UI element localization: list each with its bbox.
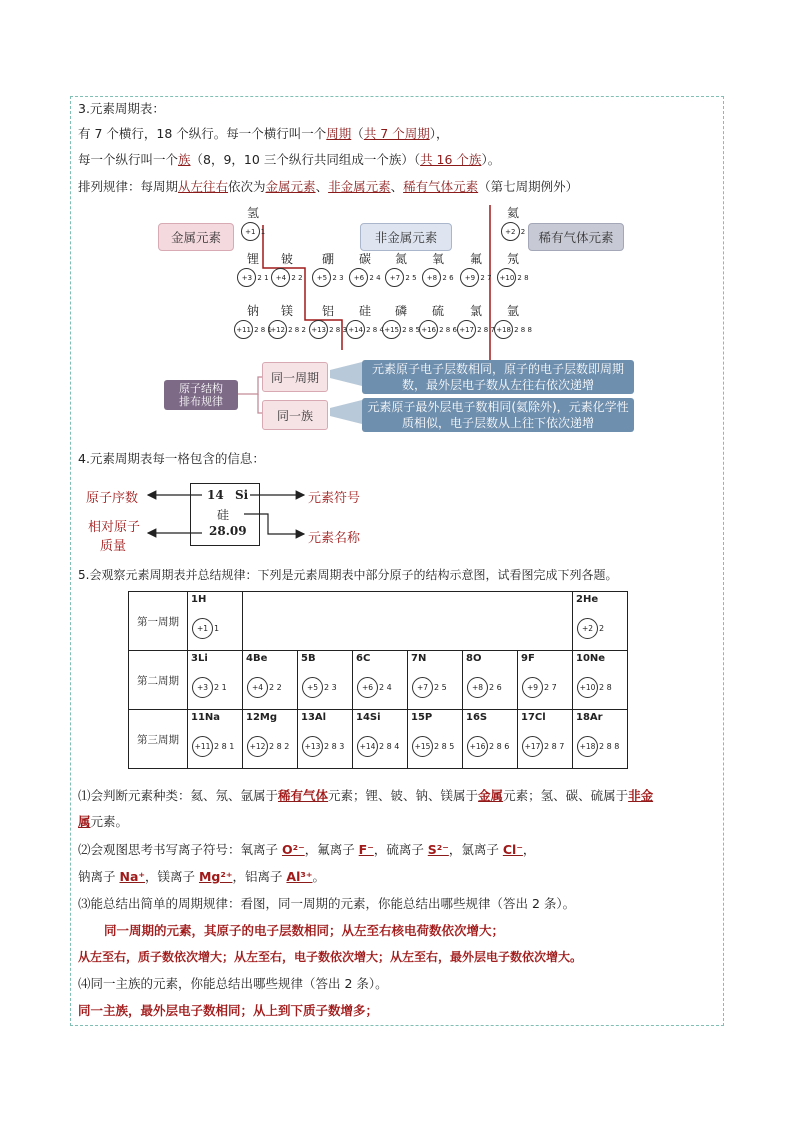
electron-shells: 2 5 xyxy=(405,273,417,282)
nucleus: +13 xyxy=(302,736,323,757)
electron-shells: 2 8 6 xyxy=(439,325,457,334)
table-element-cell xyxy=(518,710,572,768)
same-group-description: 元素原子最外层电子数相同(氦除外)，元素化学性质相似，电子层数从上往下依次递增 xyxy=(362,398,634,432)
nucleus: +6 xyxy=(349,268,368,287)
atom-structure xyxy=(302,677,337,698)
same-period-description: 元素原子电子层数相同，原子的电子层数即周期数，最外层电子数从左往右依次递增 xyxy=(362,360,634,394)
nucleus: +4 xyxy=(271,268,290,287)
same-period-box: 同一周期 xyxy=(262,362,328,392)
nucleus: +1 xyxy=(192,618,213,639)
nucleus: +12 xyxy=(247,736,268,757)
atom-structure xyxy=(412,736,454,757)
element-symbol: 10Ne xyxy=(576,653,606,664)
element-name: 氯 xyxy=(469,304,482,318)
electron-shells: 2 8 1 xyxy=(254,325,272,334)
electron-shells: 2 8 1 xyxy=(214,742,235,751)
tag-metal: 金属元素 xyxy=(158,223,234,251)
nucleus: +14 xyxy=(357,736,378,757)
nucleus: +11 xyxy=(234,320,253,339)
blank-period-count: 共 7 个周期 xyxy=(363,126,430,141)
blank-group: 族 xyxy=(178,152,191,167)
answer-4: 同一主族，最外层电子数相同；从上到下质子数增多； xyxy=(78,1003,379,1018)
atom-structure xyxy=(192,736,234,757)
answer-3-line1: 同一周期的元素，其原子的电子层数相同；从左至右核电荷数依次增大； xyxy=(104,923,505,938)
element-name: 氧 xyxy=(431,252,444,266)
atom-structure xyxy=(192,618,219,639)
atom-structure xyxy=(522,736,564,757)
electron-shells: 2 3 xyxy=(332,273,344,282)
electron-shells: 2 6 xyxy=(489,683,502,692)
element-name: 氩 xyxy=(506,304,519,318)
electron-shells: 2 2 xyxy=(269,683,282,692)
element-name: 硅 xyxy=(358,304,371,318)
element-name: 磷 xyxy=(394,304,407,318)
element-symbol: 1H xyxy=(191,594,207,605)
nucleus: +15 xyxy=(382,320,401,339)
section3-para1: 有 7 个横行，18 个纵行。每一个横行叫一个周期（共 7 个周期）， xyxy=(78,126,449,141)
nucleus: +3 xyxy=(192,677,213,698)
electron-shells: 2 1 xyxy=(214,683,227,692)
cell-number: 14 xyxy=(207,488,224,502)
electron-shells: 2 1 xyxy=(257,273,269,282)
nucleus: +7 xyxy=(385,268,404,287)
structure-rule-box: 原子结构 排布规律 xyxy=(164,380,238,410)
electron-shells: 1 xyxy=(260,227,266,236)
nucleus: +3 xyxy=(237,268,256,287)
row-label-period-3: 第三周期 xyxy=(129,710,188,769)
element-name: 铍 xyxy=(280,252,293,266)
section5-title: 5.会观察元素周期表并总结规律：下列是元素周期表中部分原子的结构示意图，试看图完成下列各题。 xyxy=(78,568,618,582)
nucleus: +11 xyxy=(192,736,213,757)
table-element-cell xyxy=(353,710,407,768)
table-element-cell xyxy=(243,651,297,709)
table-element-cell xyxy=(298,710,352,768)
nucleus: +6 xyxy=(357,677,378,698)
nucleus: +17 xyxy=(457,320,476,339)
nucleus: +16 xyxy=(419,320,438,339)
question-1-cont: 属元素。 xyxy=(78,814,129,829)
element-name: 铝 xyxy=(321,304,334,318)
nucleus: +14 xyxy=(346,320,365,339)
question-1: ⑴会判断元素种类：氦、氖、氩属于稀有气体元素；锂、铍、钠、镁属于金属元素；氢、碳、硫属于非金 xyxy=(78,788,654,803)
element-symbol: 11Na xyxy=(191,712,221,723)
element-symbol: 3Li xyxy=(191,653,208,664)
electron-shells: 1 xyxy=(214,624,220,633)
atom-structure xyxy=(412,677,447,698)
electron-shells: 2 8 xyxy=(599,683,612,692)
element-name: 氖 xyxy=(506,252,519,266)
tag-noble-gas: 稀有气体元素 xyxy=(528,223,624,251)
element-symbol: 8O xyxy=(466,653,482,664)
nucleus: +18 xyxy=(494,320,513,339)
element-symbol: 14Si xyxy=(356,712,381,723)
electron-shells: 2 8 8 xyxy=(599,742,620,751)
atom-structure xyxy=(357,736,399,757)
table-element-cell xyxy=(408,651,462,709)
electron-shells: 2 8 5 xyxy=(434,742,455,751)
label-atomic-number: 原子序数 xyxy=(86,491,139,506)
nucleus: +5 xyxy=(312,268,331,287)
element-name: 氢 xyxy=(246,206,259,220)
element-name: 碳 xyxy=(358,252,371,266)
blank-group-count: 共 16 个族 xyxy=(420,152,482,167)
element-name: 锂 xyxy=(246,252,259,266)
label-symbol: 元素符号 xyxy=(308,491,361,506)
electron-shells: 2 4 xyxy=(379,683,392,692)
element-symbol: 6C xyxy=(356,653,371,664)
electron-shells: 2 8 3 xyxy=(329,325,347,334)
nucleus: +7 xyxy=(412,677,433,698)
electron-shells: 2 8 3 xyxy=(324,742,345,751)
element-symbol: 4Be xyxy=(246,653,268,664)
tag-nonmetal: 非金属元素 xyxy=(360,223,452,251)
element-name: 氦 xyxy=(506,206,519,220)
nucleus: +12 xyxy=(268,320,287,339)
nucleus: +9 xyxy=(522,677,543,698)
table-element-cell xyxy=(463,651,517,709)
element-cell-si xyxy=(190,483,260,546)
row-label-period-1: 第一周期 xyxy=(129,592,188,651)
blank-period: 周期 xyxy=(326,126,352,141)
electron-shells: 2 8 2 xyxy=(269,742,290,751)
nucleus: +9 xyxy=(460,268,479,287)
answer-3-line2: 从左至右，质子数依次增大；从左至右，电子数依次增大；从左至右，最外层电子数依次增大。 xyxy=(78,950,583,964)
electron-shells: 2 xyxy=(520,227,526,236)
table-element-cell xyxy=(463,710,517,768)
table-element-cell xyxy=(188,592,242,650)
table-element-cell xyxy=(298,651,352,709)
periodic-table-excerpt xyxy=(128,591,628,769)
question-2-cont: 钠离子 Na⁺，镁离子 Mg²⁺，铝离子 Al³⁺。 xyxy=(78,869,325,884)
electron-shells: 2 8 7 xyxy=(477,325,495,334)
table-element-cell xyxy=(188,710,242,768)
atom-structure xyxy=(577,736,619,757)
nucleus: +10 xyxy=(497,268,516,287)
table-element-cell xyxy=(573,592,627,650)
question-2: ⑵会观图思考书写离子符号：氧离子 O²⁻，氟离子 F⁻，硫离子 S²⁻，氯离子 Cl⁻， xyxy=(78,842,536,857)
nucleus: +10 xyxy=(577,677,598,698)
electron-shells: 2 8 5 xyxy=(402,325,420,334)
atom-structure xyxy=(247,677,282,698)
cell-name: 硅 xyxy=(217,508,230,522)
nucleus: +8 xyxy=(467,677,488,698)
electron-shells: 2 5 xyxy=(434,683,447,692)
row-label-period-2: 第二周期 xyxy=(129,651,188,710)
electron-shells: 2 2 xyxy=(291,273,303,282)
element-symbol: 15P xyxy=(411,712,433,723)
element-symbol: 18Ar xyxy=(576,712,603,723)
nucleus: +15 xyxy=(412,736,433,757)
table-element-cell xyxy=(518,651,572,709)
electron-shells: 2 3 xyxy=(324,683,337,692)
nucleus: +8 xyxy=(422,268,441,287)
section3-para2: 每一个纵行叫一个族（8，9，10 三个纵行共同组成一个族）（共 16 个族）。 xyxy=(78,152,501,167)
electron-shells: 2 xyxy=(599,624,605,633)
atom-structure xyxy=(577,677,612,698)
element-name: 硫 xyxy=(431,304,444,318)
element-symbol: 16S xyxy=(466,712,488,723)
table-element-cell xyxy=(573,710,627,768)
nucleus: +17 xyxy=(522,736,543,757)
element-name: 氟 xyxy=(469,252,482,266)
atom-structure xyxy=(522,677,557,698)
element-symbol: 13Al xyxy=(301,712,327,723)
atom-structure xyxy=(302,736,344,757)
section3-title: 3.元素周期表： xyxy=(78,101,165,116)
nucleus: +16 xyxy=(467,736,488,757)
element-name: 钠 xyxy=(246,304,259,318)
element-name: 硼 xyxy=(321,252,334,266)
table-element-cell xyxy=(353,651,407,709)
label-atomic-mass-2: 质量 xyxy=(100,539,127,554)
question-4: ⑷同一主族的元素，你能总结出哪些规律（答出 2 条）。 xyxy=(78,976,388,991)
nucleus: +2 xyxy=(501,222,520,241)
nucleus: +13 xyxy=(309,320,328,339)
nucleus: +2 xyxy=(577,618,598,639)
atom-structure xyxy=(467,677,502,698)
electron-shells: 2 8 6 xyxy=(489,742,510,751)
label-name: 元素名称 xyxy=(308,531,361,546)
table-element-cell xyxy=(188,651,242,709)
same-group-box: 同一族 xyxy=(262,400,328,430)
atom-structure xyxy=(192,677,227,698)
empty-span xyxy=(243,592,573,651)
element-name: 镁 xyxy=(280,304,293,318)
table-element-cell xyxy=(573,651,627,709)
question-3: ⑶能总结出简单的周期规律：看图，同一周期的元素，你能总结出哪些规律（答出 2 条）。 xyxy=(78,896,576,911)
element-symbol: 2He xyxy=(576,594,599,605)
element-symbol: 7N xyxy=(411,653,427,664)
nucleus: +18 xyxy=(577,736,598,757)
element-name: 氮 xyxy=(394,252,407,266)
section3-para3: 排列规律：每周期从左往右依次为金属元素、非金属元素、稀有气体元素（第七周期例外） xyxy=(78,179,579,194)
electron-shells: 2 8 2 xyxy=(288,325,306,334)
section4-title: 4.元素周期表每一格包含的信息： xyxy=(78,451,265,466)
nucleus: +1 xyxy=(241,222,260,241)
electron-shells: 2 8 xyxy=(517,273,529,282)
atom-structure xyxy=(577,618,604,639)
electron-shells: 2 8 8 xyxy=(514,325,532,334)
atom-structure xyxy=(467,736,509,757)
electron-shells: 2 8 4 xyxy=(379,742,400,751)
element-symbol: 5B xyxy=(301,653,316,664)
electron-shells: 2 8 4 xyxy=(366,325,384,334)
atom-structure xyxy=(357,677,392,698)
electron-shells: 2 7 xyxy=(544,683,557,692)
electron-shells: 2 4 xyxy=(369,273,381,282)
table-element-cell xyxy=(408,710,462,768)
nucleus: +5 xyxy=(302,677,323,698)
cell-mass: 28.09 xyxy=(209,524,247,538)
table-element-cell xyxy=(243,710,297,768)
label-atomic-mass-1: 相对原子 xyxy=(88,520,141,535)
electron-shells: 2 6 xyxy=(442,273,454,282)
electron-shells: 2 7 xyxy=(480,273,492,282)
electron-shells: 2 8 7 xyxy=(544,742,565,751)
atom-structure xyxy=(247,736,289,757)
nucleus: +4 xyxy=(247,677,268,698)
element-symbol: 17Cl xyxy=(521,712,546,723)
element-symbol: 12Mg xyxy=(246,712,278,723)
element-symbol: 9F xyxy=(521,653,535,664)
cell-symbol: Si xyxy=(235,488,249,502)
